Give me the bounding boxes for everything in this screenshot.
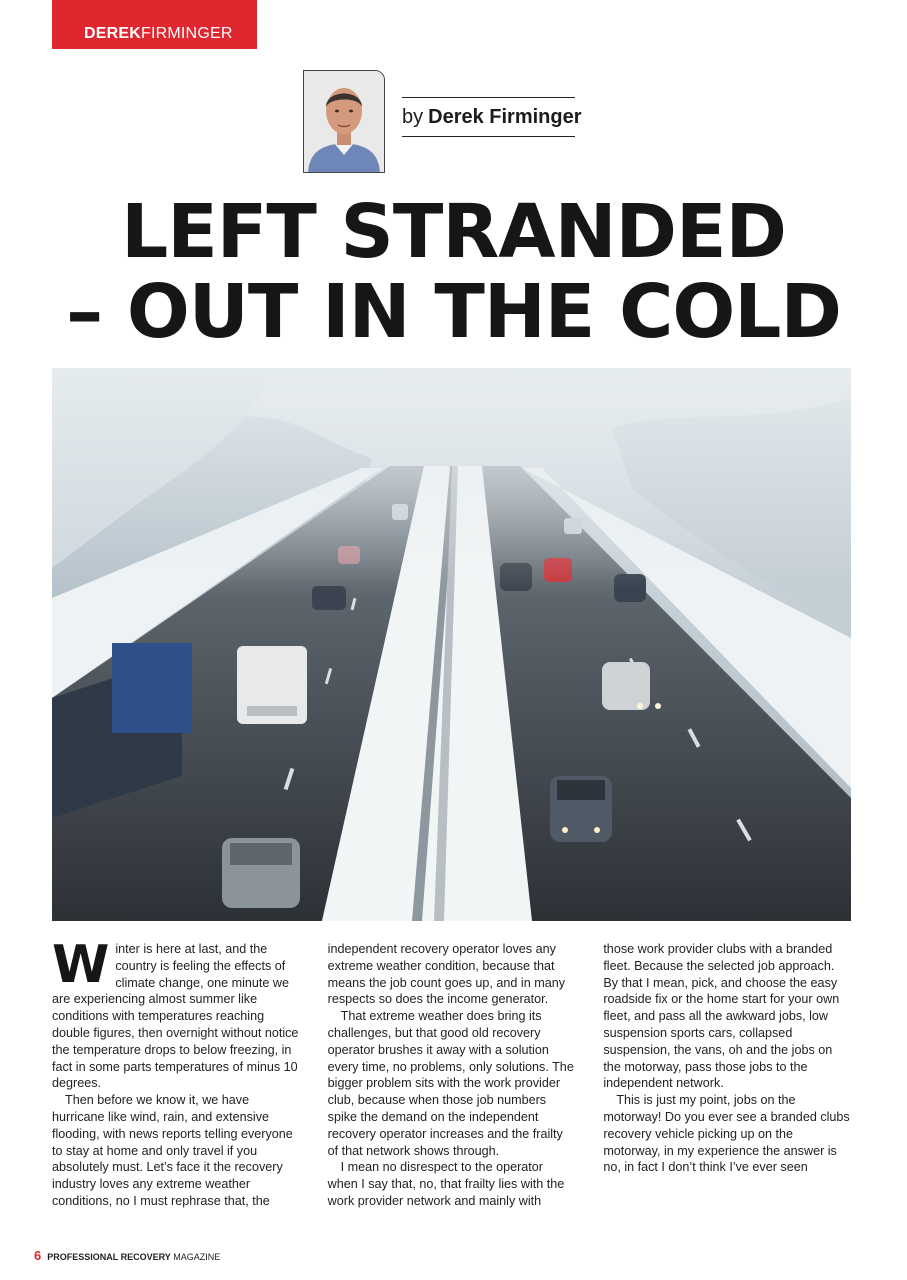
paragraph-4: I mean no disrespect to the operator when I say that, no, that frailty lies with the work provider network and mainly with those work provider clubs with a branded fleet. Because the selected job approach. By that I mean, pick, and choose the easy roadside fix or the home start for your own fleet, and pass all the awkward jobs, low suspension sports cars, collapsed suspension, the vans, oh and the jobs on the motorway, pass those jobs to the independent network. — [327, 942, 840, 1208]
drop-cap: W — [52, 935, 110, 995]
section-tag — [52, 0, 257, 49]
paragraph-1-text: inter is here at last, and the country is feeling the effects of climate change, one minute we are experiencing almost summer like conditions with temperatures reaching double figures, then overnight without notice the temperature drops to below freezing, in fact in some parts temperatures of minus 10 degrees. — [52, 942, 299, 1091]
headline-line-1: LEFT STRANDED — [121, 189, 786, 275]
paragraph-1 — [52, 935, 300, 1092]
section-tag-last: FIRMINGER — [141, 25, 233, 42]
author-portrait — [303, 70, 385, 173]
article-body — [52, 935, 851, 1211]
publication-name: PROFESSIONAL RECOVERY — [47, 1252, 171, 1262]
article-headline — [0, 189, 907, 355]
byline — [402, 97, 582, 137]
headline-line-2: – OUT IN THE COLD — [66, 269, 841, 355]
publication-suffix: MAGAZINE — [173, 1252, 221, 1262]
byline-author: Derek Firminger — [428, 105, 582, 128]
section-tag-first: DEREK — [84, 25, 142, 42]
page-number: 6 — [34, 1248, 42, 1263]
byline-prefix: by — [402, 105, 424, 128]
paragraph-2: Then before we know it, we have hurricane like wind, rain, and extensive flooding, with news reports telling everyone to stay at home and only travel if you absolutely must. Let’s face it the recovery industry loves any extreme weather conditions, no I must rephrase that, the independent recovery operator loves any extreme weather condition, because that means the job count goes up, and in many respects so does the income generator. — [52, 942, 565, 1208]
paragraph-5: This is just my point, jobs on the motorway! Do you ever see a branded clubs recovery vehicle picking up on the motorway, in my experience the answer is no, in fact I don’t think I’ve ever seen — [603, 1093, 850, 1175]
page-footer — [34, 1248, 220, 1263]
paragraph-3: That extreme weather does bring its challenges, but that good old recovery operator brushes it away with a solution every time, no problems, only solutions. The bigger problem sits with the work provider club, because when those job numbers spike the demand on the independent recovery operator increases and the frailty of that network shows through. — [327, 1009, 574, 1158]
hero-photo — [52, 368, 851, 921]
